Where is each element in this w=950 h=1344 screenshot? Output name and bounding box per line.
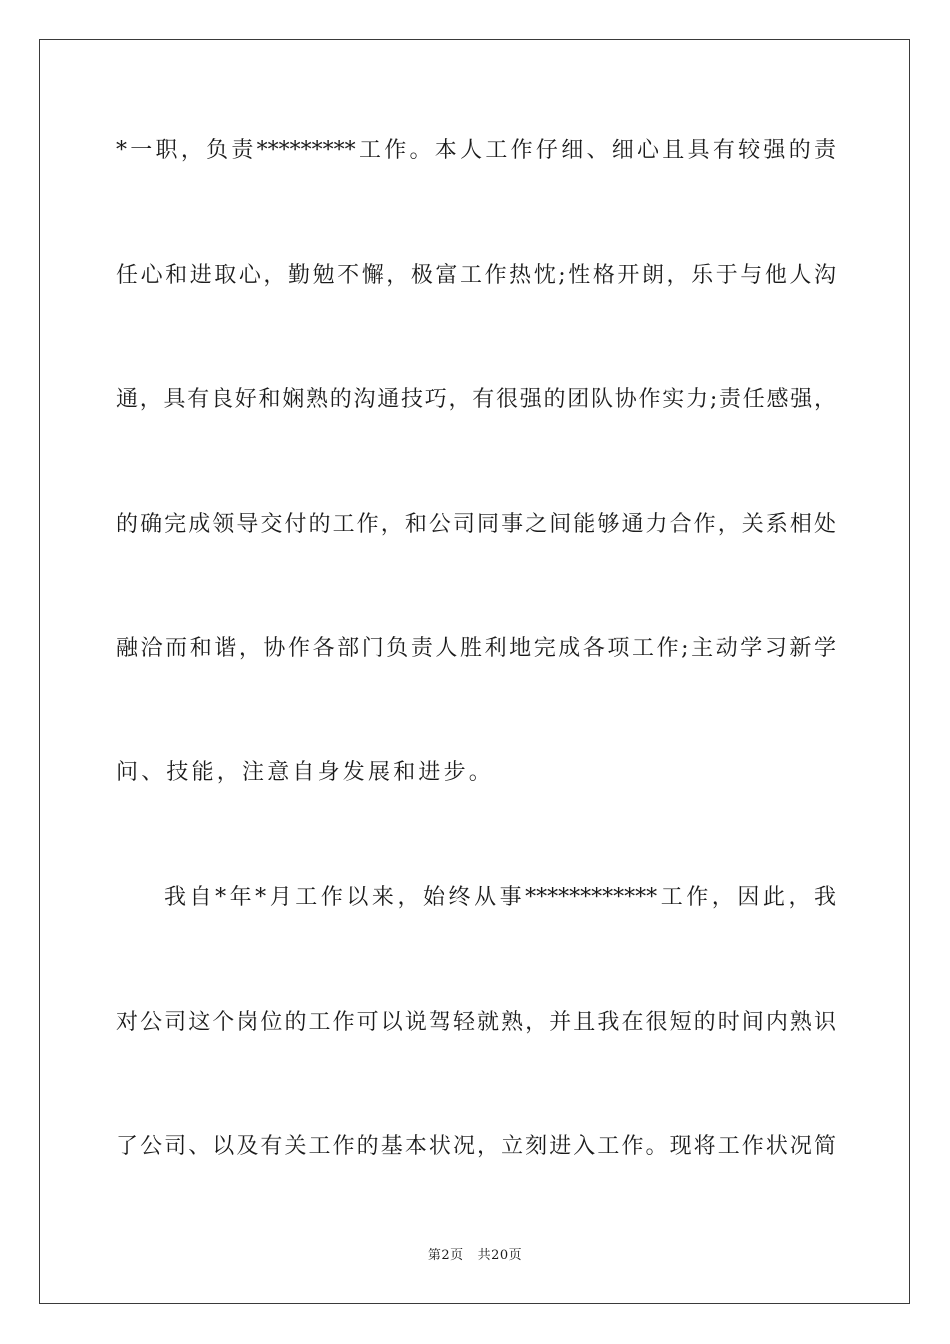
body-line: 了公司、以及有关工作的基本状况，立刻进入工作。现将工作状况简 <box>116 1134 836 1159</box>
body-line-indented: 我自*年*月工作以来，始终从事************工作，因此，我 <box>164 885 836 910</box>
body-line: 融洽而和谐，协作各部门负责人胜利地完成各项工作;主动学习新学 <box>116 636 836 661</box>
body-line: 通，具有良好和娴熟的沟通技巧，有很强的团队协作实力;责任感强， <box>116 387 836 412</box>
page-number: 第2页 <box>427 1248 464 1263</box>
body-line: *一职，负责*********工作。本人工作仔细、细心且具有较强的责 <box>116 138 836 163</box>
body-line: 任心和进取心，勤勉不懈，极富工作热忱;性格开朗，乐于与他人沟 <box>116 263 836 288</box>
page-footer <box>0 1247 950 1265</box>
body-line: 对公司这个岗位的工作可以说驾轻就熟，并且我在很短的时间内熟识 <box>116 1010 836 1035</box>
body-line: 问、技能，注意自身发展和进步。 <box>116 760 495 785</box>
page-border <box>39 39 910 1304</box>
body-line: 的确完成领导交付的工作，和公司同事之间能够通力合作，关系相处 <box>116 512 836 537</box>
page-total: 共20页 <box>477 1248 523 1263</box>
